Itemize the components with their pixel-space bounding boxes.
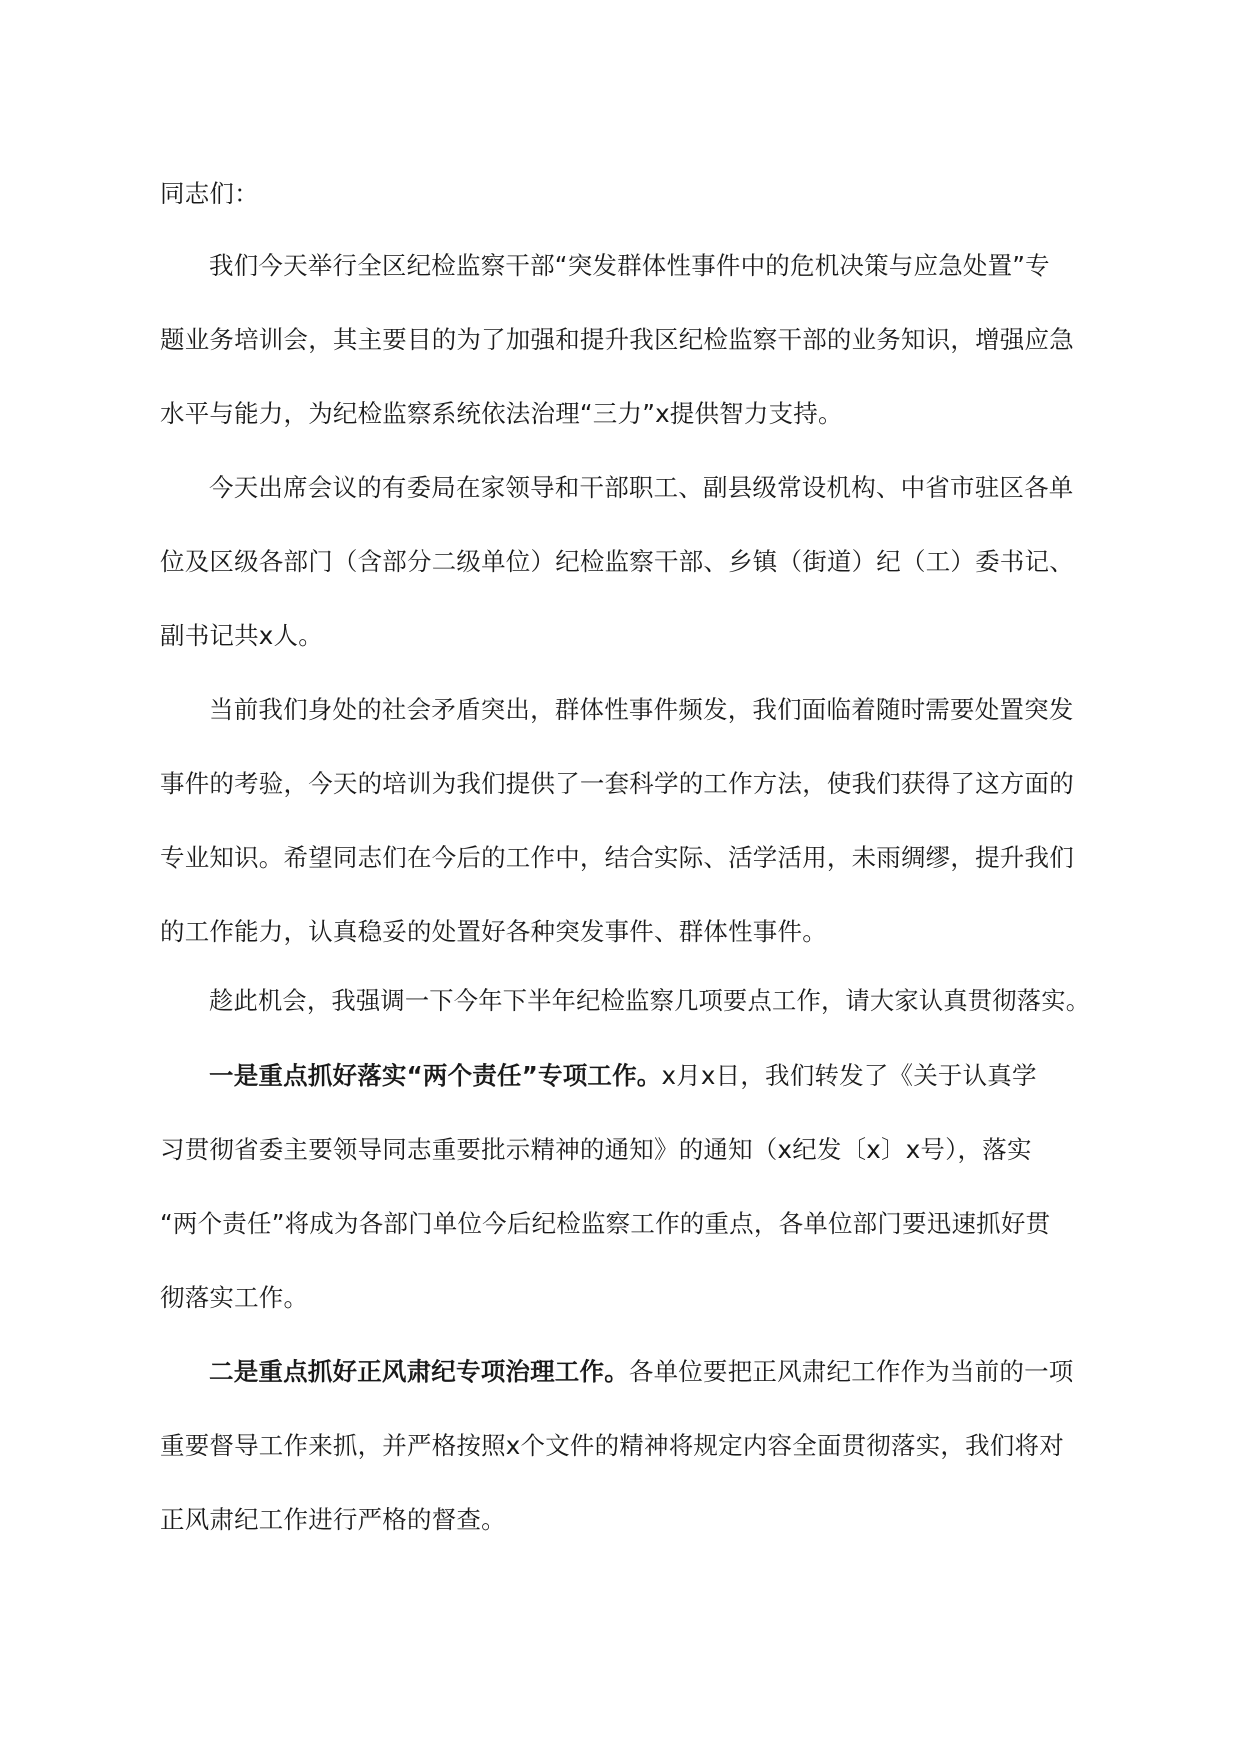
paragraph-line: 习贯彻省委主要领导同志重要批示精神的通知》的通知（x纪发〔x〕x号），落实 — [160, 1135, 1032, 1164]
point1-heading: 一是重点抓好落实“两个责任”专项工作。 — [209, 1061, 662, 1090]
paragraph-line: “两个责任”将成为各部门单位今后纪检监察工作的重点，各单位部门要迅速抓好贯 — [160, 1209, 1051, 1238]
paragraph-line: 趁此机会，我强调一下今年下半年纪检监察几项要点工作，请大家认真贯彻落实。 — [209, 986, 1091, 1015]
paragraph-line: 正风肃纪工作进行严格的督查。 — [160, 1505, 506, 1534]
paragraph-line: 副书记共x人。 — [160, 621, 323, 650]
point2-first-line — [209, 1356, 1074, 1388]
point1-first-line — [209, 1060, 1037, 1092]
point2-text: 各单位要把正风肃纪工作作为当前的一项 — [628, 1357, 1074, 1386]
paragraph-line: 今天出席会议的有委局在家领导和干部职工、副县级常设机构、中省市驻区各单 — [209, 473, 1074, 502]
salutation: 同志们： — [160, 179, 259, 208]
paragraph-line: 的工作能力，认真稳妥的处置好各种突发事件、群体性事件。 — [160, 917, 827, 946]
paragraph-line: 位及区级各部门（含部分二级单位）纪检监察干部、乡镇（街道）纪（工）委书记、 — [160, 547, 1074, 576]
point1-text: x月x日，我们转发了《关于认真学 — [661, 1061, 1037, 1090]
paragraph-line: 重要督导工作来抓，并严格按照x个文件的精神将规定内容全面贯彻落实，我们将对 — [160, 1431, 1064, 1460]
point2-heading: 二是重点抓好正风肃纪专项治理工作。 — [209, 1357, 629, 1386]
paragraph-line: 彻落实工作。 — [160, 1283, 309, 1312]
paragraph-line: 当前我们身处的社会矛盾突出，群体性事件频发，我们面临着随时需要处置突发 — [209, 695, 1074, 724]
paragraph-line: 专业知识。希望同志们在今后的工作中，结合实际、活学活用，未雨绸缪，提升我们 — [160, 843, 1074, 872]
paragraph-line: 事件的考验，今天的培训为我们提供了一套科学的工作方法，使我们获得了这方面的 — [160, 769, 1074, 798]
paragraph-line: 水平与能力，为纪检监察系统依法治理“三力”x提供智力支持。 — [160, 399, 843, 428]
paragraph-line: 题业务培训会，其主要目的为了加强和提升我区纪检监察干部的业务知识，增强应急 — [160, 325, 1074, 354]
paragraph-line: 我们今天举行全区纪检监察干部“突发群体性事件中的危机决策与应急处置”专 — [209, 251, 1050, 280]
